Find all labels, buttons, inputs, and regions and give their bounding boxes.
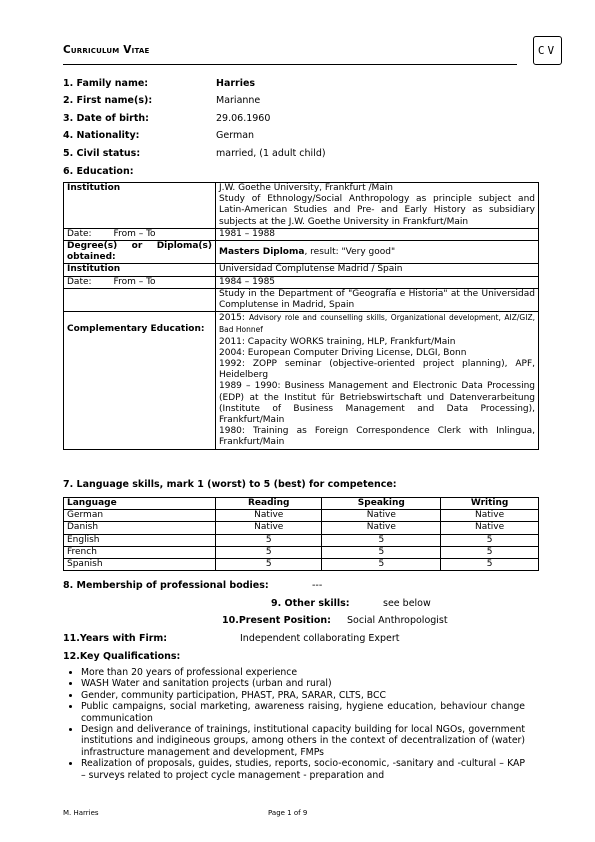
- other-skills-value: see below: [383, 598, 431, 609]
- lang-writing: Native: [441, 510, 539, 522]
- lang-speaking: 5: [322, 546, 441, 558]
- comp-1989: 1989 – 1990: Business Management and Electronic Data Processing (EDP) at the Institut für Betriebswirtschaft und Datenverarbeitung (Institute of Business Management and Data Processing), Frankfurt/Main: [219, 381, 535, 426]
- lang-reading: 5: [216, 559, 322, 571]
- membership-label: 8. Membership of professional bodies:: [63, 580, 269, 591]
- education-table: [63, 182, 539, 450]
- institution-2-name: Universidad Complutense Madrid / Spain: [216, 264, 539, 276]
- language-table: [63, 497, 539, 571]
- institution-1-name: J.W. Goethe University, Frankfurt /Main: [219, 183, 394, 193]
- col-speaking: Speaking: [322, 498, 441, 510]
- institution-label: Institution: [64, 183, 216, 229]
- degree-label: Degree(s) or Diploma(s) obtained:: [64, 241, 216, 264]
- col-reading: Reading: [216, 498, 322, 510]
- lang-name: French: [64, 546, 216, 558]
- list-item: • More than 20 years of professional experience: [81, 667, 525, 678]
- lang-writing: Native: [441, 522, 539, 534]
- document-title: Curriculum Vitae: [63, 44, 150, 56]
- table-row: [64, 559, 539, 571]
- date-2: 1984 – 1985: [216, 276, 539, 288]
- education-label: 6. Education:: [63, 166, 134, 177]
- list-item: • Realization of proposals, guides, studies, reports, socio-economic, -sanitary and -cultural – KAP – surveys related to project cycle management - preparation and: [81, 758, 525, 781]
- date-label-2: Date:: [67, 276, 92, 287]
- comp-1980: 1980: Training as Foreign Correspondence Clerk with Inlingua, Frankfurt/Main: [219, 426, 535, 448]
- list-item: • WASH Water and sanitation projects (urban and rural): [81, 678, 525, 689]
- family-name-label: 1. Family name:: [63, 78, 149, 89]
- present-position-value: Social Anthropologist: [347, 615, 448, 626]
- col-writing: Writing: [441, 498, 539, 510]
- years-with-firm-label: 11.Years with Firm:: [63, 633, 168, 644]
- comp-2015: [219, 312, 535, 336]
- list-item: • Design and deliverance of trainings, institutional capacity building for local NGOs, government institutions and indigineous groups, among others in the context of decentralization of (water) infrastructure management and development, FMPs: [81, 724, 525, 758]
- date-label-cell-2: [64, 276, 216, 288]
- table-row: [64, 276, 539, 288]
- comp-2004: 2004: European Computer Driving License, DLGI, Bonn: [219, 347, 467, 358]
- table-row: [64, 522, 539, 534]
- table-row: [64, 534, 539, 546]
- lang-writing: 5: [441, 534, 539, 546]
- footer-author: M. Harries: [63, 809, 99, 817]
- institution-2-desc: Study in the Department of "Geografía e Historia" at the Universidad Complutense in Madrid, Spain: [216, 288, 539, 311]
- first-name-value: Marianne: [216, 95, 261, 106]
- institution-label-2: Institution: [64, 264, 216, 276]
- comp-2015-text: Advisory role and counselling skills, Organizational development, AIZ/GIZ, Bad Honnef: [219, 313, 535, 335]
- civil-status-label: 5. Civil status:: [63, 148, 141, 159]
- degree-1-cell: [216, 241, 539, 264]
- table-row: [64, 312, 539, 449]
- table-row: [64, 183, 539, 229]
- table-row: [64, 546, 539, 558]
- institution-1-desc: Study of Ethnology/Social Anthropology as principle subject and Latin-American Studies and Pre- and Early History as subsidiary subjects at the J.W. Goethe University in Frankfurt/Main: [219, 194, 535, 227]
- institution-1-cell: [216, 183, 539, 229]
- comp-2011: 2011: Capacity WORKS training, HLP, Frankfurt/Main: [219, 336, 456, 347]
- table-row: [64, 264, 539, 276]
- language-heading: 7. Language skills, mark 1 (worst) to 5 (best) for competence:: [63, 479, 397, 490]
- table-row: [64, 510, 539, 522]
- lang-name: English: [64, 534, 216, 546]
- list-item: • Gender, community participation, PHAST, PRA, SARAR, CLTS, BCC: [81, 690, 525, 701]
- date-1: 1981 – 1988: [216, 228, 539, 240]
- lang-name: German: [64, 510, 216, 522]
- lang-writing: 5: [441, 546, 539, 558]
- key-qualifications-label: 12.Key Qualifications:: [63, 651, 181, 662]
- lang-speaking: Native: [322, 510, 441, 522]
- table-row: [64, 228, 539, 240]
- lang-speaking: 5: [322, 534, 441, 546]
- degree-1-title: Masters Diploma: [219, 246, 305, 257]
- membership-value: ---: [312, 580, 323, 591]
- from-to-label-2: From – To: [113, 276, 156, 287]
- present-position-label: 10.Present Position:: [222, 615, 331, 626]
- complementary-education-cell: [216, 312, 539, 449]
- dob-value: 29.06.1960: [216, 113, 271, 124]
- lang-reading: 5: [216, 534, 322, 546]
- first-name-label: 2. First name(s):: [63, 95, 153, 106]
- comp-2015-year: 2015:: [219, 313, 245, 324]
- list-item: • Public campaigns, social marketing, awareness raising, hygiene education, behaviour change communication: [81, 701, 525, 724]
- lang-speaking: 5: [322, 559, 441, 571]
- col-language: Language: [64, 498, 216, 510]
- date-label: Date:: [67, 228, 92, 239]
- from-to-label: From – To: [113, 228, 156, 239]
- empty-cell: [64, 288, 216, 311]
- date-label-cell: [64, 228, 216, 240]
- nationality-value: German: [216, 130, 255, 141]
- other-skills-label: 9. Other skills:: [271, 598, 350, 609]
- degree-1-result: , result: "Very good": [304, 246, 396, 257]
- lang-reading: Native: [216, 510, 322, 522]
- table-row: [64, 241, 539, 264]
- key-qualifications-list: [63, 667, 525, 781]
- lang-reading: Native: [216, 522, 322, 534]
- lang-writing: 5: [441, 559, 539, 571]
- footer-page-number: Page 1 of 9: [268, 809, 308, 817]
- comp-1992: 1992: ZOPP seminar (objective-oriented project planning), APF, Heidelberg: [219, 359, 535, 381]
- nationality-label: 4. Nationality:: [63, 130, 140, 141]
- years-with-firm-value: Independent collaborating Expert: [240, 633, 400, 644]
- lang-reading: 5: [216, 546, 322, 558]
- title-underline: [63, 64, 517, 65]
- table-header-row: [64, 498, 539, 510]
- table-row: [64, 288, 539, 311]
- civil-status-value: married, (1 adult child): [216, 148, 326, 159]
- dob-label: 3. Date of birth:: [63, 113, 149, 124]
- lang-name: Spanish: [64, 559, 216, 571]
- complementary-education-label: Complementary Education:: [64, 312, 216, 449]
- lang-speaking: Native: [322, 522, 441, 534]
- lang-name: Danish: [64, 522, 216, 534]
- family-name-value: Harries: [216, 78, 256, 89]
- cv-logo-icon: CV: [533, 36, 562, 65]
